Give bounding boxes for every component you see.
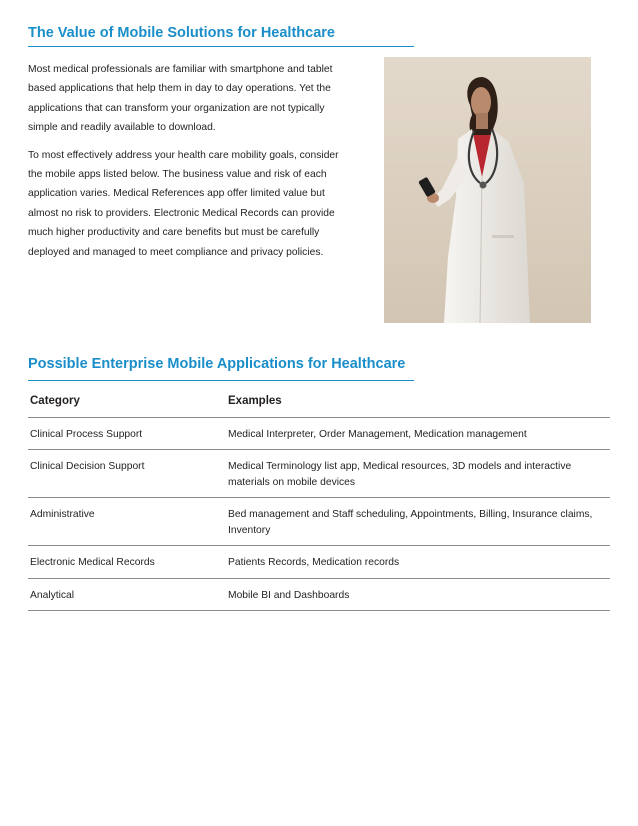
intro-paragraph-1: Most medical professionals are familiar with smartphone and tablet based applications that help them in day to day operations. Yet the applications that can transform your organization are not typically simple and readily available to download. — [28, 64, 333, 134]
column-header-examples: Examples — [226, 392, 610, 417]
examples-cell: Patients Records, Medication records — [226, 546, 610, 579]
doctor-photo — [384, 57, 591, 323]
examples-cell: Medical Terminology list app, Medical resources, 3D models and interactive materials on mobile devices — [226, 450, 610, 498]
table-row — [28, 546, 610, 579]
title-underline — [28, 46, 414, 47]
table-row — [28, 450, 610, 498]
examples-cell: Bed management and Staff scheduling, Appointments, Billing, Insurance claims, Inventory — [226, 498, 610, 546]
section-title-value: The Value of Mobile Solutions for Healthcare — [28, 25, 335, 41]
table-header-row — [28, 392, 610, 417]
applications-table — [28, 392, 610, 611]
category-cell: Clinical Process Support — [28, 417, 226, 450]
category-cell: Analytical — [28, 578, 226, 611]
examples-cell: Medical Interpreter, Order Management, Medication management — [226, 417, 610, 450]
section-title-apps: Possible Enterprise Mobile Applications for Healthcare — [28, 356, 406, 372]
examples-cell: Mobile BI and Dashboards — [226, 578, 610, 611]
column-header-category: Category — [28, 392, 226, 417]
intro-text — [28, 60, 343, 270]
table-row — [28, 498, 610, 546]
table-row — [28, 417, 610, 450]
table-row — [28, 578, 610, 611]
category-cell: Clinical Decision Support — [28, 450, 226, 498]
category-cell: Administrative — [28, 498, 226, 546]
category-cell: Electronic Medical Records — [28, 546, 226, 579]
intro-paragraph-2: To most effectively address your health care mobility goals, consider the mobile apps listed below. The business value and risk of each application varies. Medical References app offer limited value but almost no risk to providers. Electronic Medical Records can provide much higher productivity and care benefits but must be carefully deployed and managed to meet compliance and privacy policies. — [28, 149, 339, 258]
title-underline — [28, 380, 414, 381]
